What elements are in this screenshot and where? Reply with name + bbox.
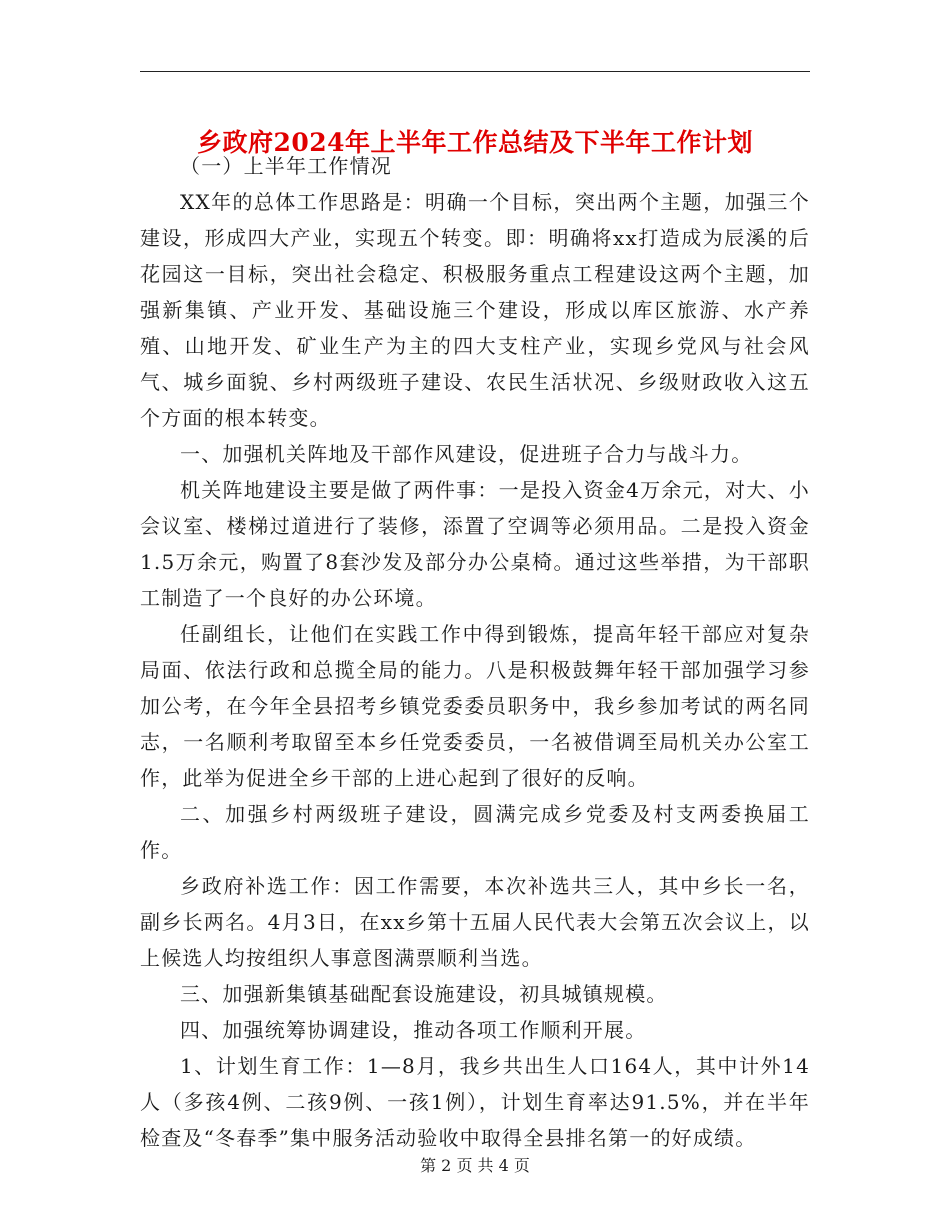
paragraph-overall-approach: XX年的总体工作思路是：明确一个目标，突出两个主题，加强三个建设，形成四大产业，实现五个转变。即：明确将xx打造成为辰溪的后花园这一目标，突出社会稳定、积极服务重点工程建设这两个主题，加强新集镇、产业开发、基础设施三个建设，形成以库区旅游、水产养殖、山地开发、矿业生产为主的四大支柱产业，实现乡党风与社会风气、城乡面貌、乡村两级班子建设、农民生活状况、乡级财政收入这五个方面的根本转变。 (140, 190, 810, 430)
document-body (140, 148, 810, 1156)
paragraph-family-planning: 1、计划生育工作：1—8月，我乡共出生人口164人，其中计外14人（多孩4例、二孩9例、一孩1例），计划生育率达91.5%，并在半年检查及“冬春季”集中服务活动验收中取得全县排名第一的好成绩。 (140, 1054, 810, 1150)
header-rule (140, 71, 810, 72)
section-heading-team-building: 二、加强乡村两级班子建设，圆满完成乡党委及村支两委换届工作。 (140, 802, 810, 862)
paragraph-by-election: 乡政府补选工作：因工作需要，本次补选共三人，其中乡长一名，副乡长两名。4月3日，在xx乡第十五届人民代表大会第五次会议上，以上候选人均按组织人事意图满票顺利当选。 (140, 874, 810, 970)
section-heading-cadre-building: 一、加强机关阵地及干部作风建设，促进班子合力与战斗力。 (180, 442, 753, 466)
page-number-footer: 第 2 页 共 4 页 (420, 1156, 530, 1175)
section-heading-coordination: 四、加强统筹协调建设，推动各项工作顺利开展。 (180, 1018, 647, 1042)
section-heading-infrastructure: 三、加强新集镇基础配套设施建设，初具城镇规模。 (180, 982, 668, 1006)
paragraph-office-construction: 机关阵地建设主要是做了两件事：一是投入资金4万余元，对大、小会议室、楼梯过道进行了装修，添置了空调等必须用品。二是投入资金1.5万余元，购置了8套沙发及部分办公桌椅。通过这些举措，为干部职工制造了一个良好的办公环境。 (140, 478, 810, 610)
document-title: 乡政府2024年上半年工作总结及下半年工作计划 (196, 127, 754, 157)
section-heading-first-half: （一）上半年工作情况 (180, 154, 392, 178)
paragraph-young-cadres: 任副组长，让他们在实践工作中得到锻炼，提高年轻干部应对复杂局面、依法行政和总揽全局的能力。八是积极鼓舞年轻干部加强学习参加公考，在今年全县招考乡镇党委委员职务中，我乡参加考试的两名同志，一名顺利考取留至本乡任党委委员，一名被借调至局机关办公室工作，此举为促进全乡干部的上进心起到了很好的反响。 (140, 622, 810, 790)
